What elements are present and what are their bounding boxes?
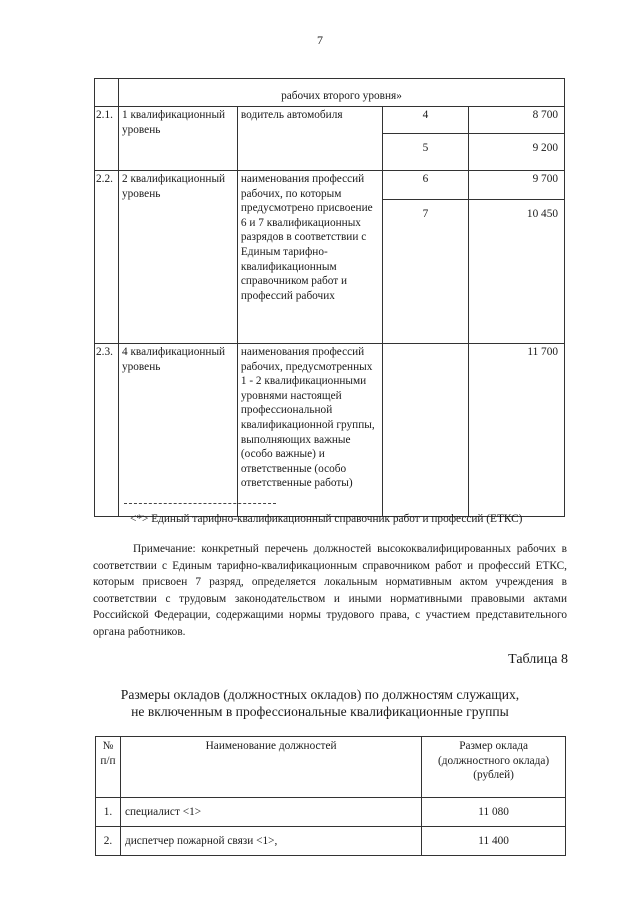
salary: 11 400 — [422, 827, 566, 856]
salary: 8 700 — [469, 107, 565, 134]
position-name: диспетчер пожарной связи <1>, — [120, 827, 421, 856]
row-number: 2.3. — [95, 344, 119, 517]
salary-table — [95, 736, 566, 856]
salary: 10 450 — [469, 200, 565, 344]
table-title — [60, 686, 580, 720]
table-header-row — [96, 737, 566, 798]
salary: 9 700 — [469, 171, 565, 200]
table-row — [96, 798, 566, 827]
column-header-salary: Размер оклада (должностного оклада) (рублей) — [422, 737, 566, 798]
row-number: 1. — [96, 798, 121, 827]
table-header-row — [95, 79, 565, 107]
table-row — [95, 171, 565, 200]
position-name: специалист <1> — [120, 798, 421, 827]
table-row — [95, 107, 565, 134]
table-row — [95, 344, 565, 517]
position-name: наименования профессий рабочих, по которым предусмотрено присвоение 6 и 7 квалификационных разрядов в соответствии с Единым тарифно-квалификационным справочником работ и профессий рабочих — [237, 171, 382, 344]
row-number: 2. — [96, 827, 121, 856]
row-number: 2.1. — [95, 107, 119, 171]
grade: 6 — [382, 171, 469, 200]
note-text: Примечание: конкретный перечень должностей высококвалифицированных рабочих в соответствии с Единым тарифно-квалификационным справочником работ и профессий ЕТКС, которым присвоен 7 разряд, определяется локальным нормативным актом учреждения в соответствии с трудовым законодательством и иными нормативными правовыми актами Российской Федерации, содержащими нормы трудового права, с участием представительного органа работников. — [93, 543, 567, 638]
grade: 7 — [382, 200, 469, 344]
position-name: водитель автомобиля — [237, 107, 382, 171]
salary: 11 700 — [469, 344, 565, 517]
column-header-number: № п/п — [96, 737, 121, 798]
qualification-level: 1 квалификационный уровень — [118, 107, 237, 171]
salary: 9 200 — [469, 134, 565, 171]
qualification-table — [94, 78, 565, 517]
position-name: наименования профессий рабочих, предусмотренных 1 - 2 квалификационными уровнями настоящей профессиональной квалификационной группы, выполняющих важные (особо важные) и ответственные (особо ответственные работы) — [237, 344, 382, 517]
group-title: рабочих второго уровня» — [118, 79, 564, 107]
note-paragraph — [93, 541, 567, 641]
page-number: 7 — [317, 33, 323, 47]
table-label: Таблица 8 — [508, 652, 568, 667]
footnote: <*> Единый тарифно-квалификационный справочник работ и профессий (ЕТКС) — [130, 513, 523, 525]
salary: 11 080 — [422, 798, 566, 827]
column-header-name: Наименование должностей — [120, 737, 421, 798]
grade: 4 — [382, 107, 469, 134]
qualification-level: 2 квалификационный уровень — [118, 171, 237, 344]
grade: 5 — [382, 134, 469, 171]
grade — [382, 344, 469, 517]
row-number: 2.2. — [95, 171, 119, 344]
table-row — [96, 827, 566, 856]
footnote-divider — [124, 503, 276, 504]
table-title-line: Размеры окладов (должностных окладов) по должностям служащих, — [120, 687, 520, 702]
table-title-line: не включенным в профессиональные квалификационные группы — [131, 704, 509, 719]
qualification-level: 4 квалификационный уровень — [118, 344, 237, 517]
